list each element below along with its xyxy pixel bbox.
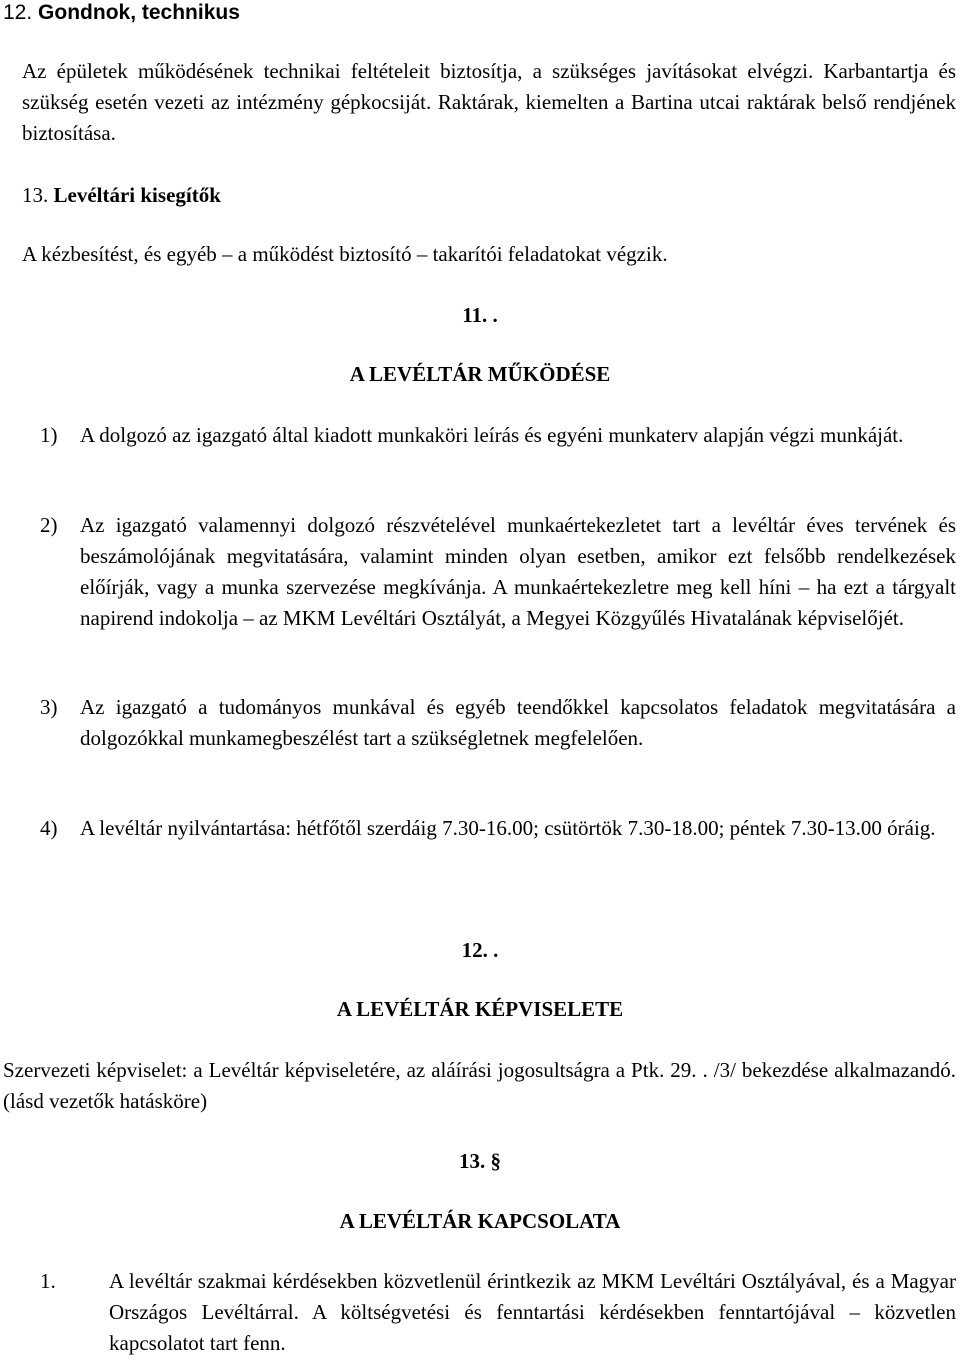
chapter-11-item-2 (40, 510, 956, 634)
chapter-11-title: A LEVÉLTÁR MŰKÖDÉSE (349, 362, 611, 386)
item-number: 4) (40, 816, 58, 840)
section-13-number: 13. (22, 183, 49, 207)
section-13-title: Levéltári kisegítők (53, 183, 221, 207)
chapter-12-number: 12. . (461, 938, 499, 962)
chapter-11-item-4 (40, 813, 956, 844)
item-number: 1) (40, 423, 58, 447)
chapter-11-item-1 (40, 420, 956, 451)
section-12-number: 12. (3, 1, 33, 24)
item-text: A levéltár szakmai kérdésekben közvetlenül érintkezik az MKM Levéltári Osztályával, és a Magyar Országos Levéltárral. A költségvetési és fenntartási kérdésekben fenntartójával – közvetlen kapcsolatot tart fenn. (109, 1269, 956, 1355)
item-number: 2) (40, 513, 58, 537)
section-13-heading (22, 180, 221, 211)
section-12-body: Az épületek működésének technikai feltételeit biztosítja, a szükséges javításokat elvégzi. Karbantartja és szükség esetén vezeti az intézmény gépkocsiját. Raktárak, kiemelten a Bartina utcai raktárak belső rendjének biztosítása. (22, 59, 956, 145)
chapter-13-item-1 (40, 1266, 956, 1359)
chapter-12-title: A LEVÉLTÁR KÉPVISELETE (336, 997, 624, 1021)
item-text: A dolgozó az igazgató által kiadott munkaköri leírás és egyéni munkaterv alapján végzi munkáját. (80, 423, 904, 447)
chapter-12-body: Szervezeti képviselet: a Levéltár képviseletére, az aláírási jogosultságra a Ptk. 29. . /3/ bekezdése alkalmazandó. (lásd vezetők hatásköre) (3, 1058, 956, 1113)
chapter-13-title: A LEVÉLTÁR KAPCSOLATA (339, 1209, 621, 1233)
item-text: Az igazgató a tudományos munkával és egyéb teendőkkel kapcsolatos feladatok megvitatására a dolgozókkal munkamegbeszélést tart a szükségletnek megfelelően. (80, 695, 956, 750)
item-text: Az igazgató valamennyi dolgozó részvételével munkaértekezletet tart a levéltár éves tervének és beszámolójának megvitatására, valamint minden olyan esetben, amikor ezt felsőbb rendelkezések előírják, vagy a munka szervezése megkívánja. A munkaértekezletre meg kell híni – ha ezt a tárgyalt napirend indokolja – az MKM Levéltári Osztályát, a Megyei Közgyűlés Hivatalának képviselőjét. (80, 513, 956, 630)
item-number: 1. (40, 1269, 56, 1293)
chapter-13-number: 13. § (459, 1149, 501, 1173)
section-12-title: Gondnok, technikus (38, 1, 240, 24)
item-text: A levéltár nyilvántartása: hétfőtől szerdáig 7.30-16.00; csütörtök 7.30-18.00; péntek 7.30-13.00 óráig. (80, 816, 936, 840)
chapter-11-number: 11. . (462, 303, 498, 327)
item-number: 3) (40, 695, 58, 719)
section-12-heading (3, 0, 240, 28)
chapter-11-item-3 (40, 692, 956, 754)
section-13-body: A kézbesítést, és egyéb – a működést biztosító – takarítói feladatokat végzik. (22, 242, 668, 266)
